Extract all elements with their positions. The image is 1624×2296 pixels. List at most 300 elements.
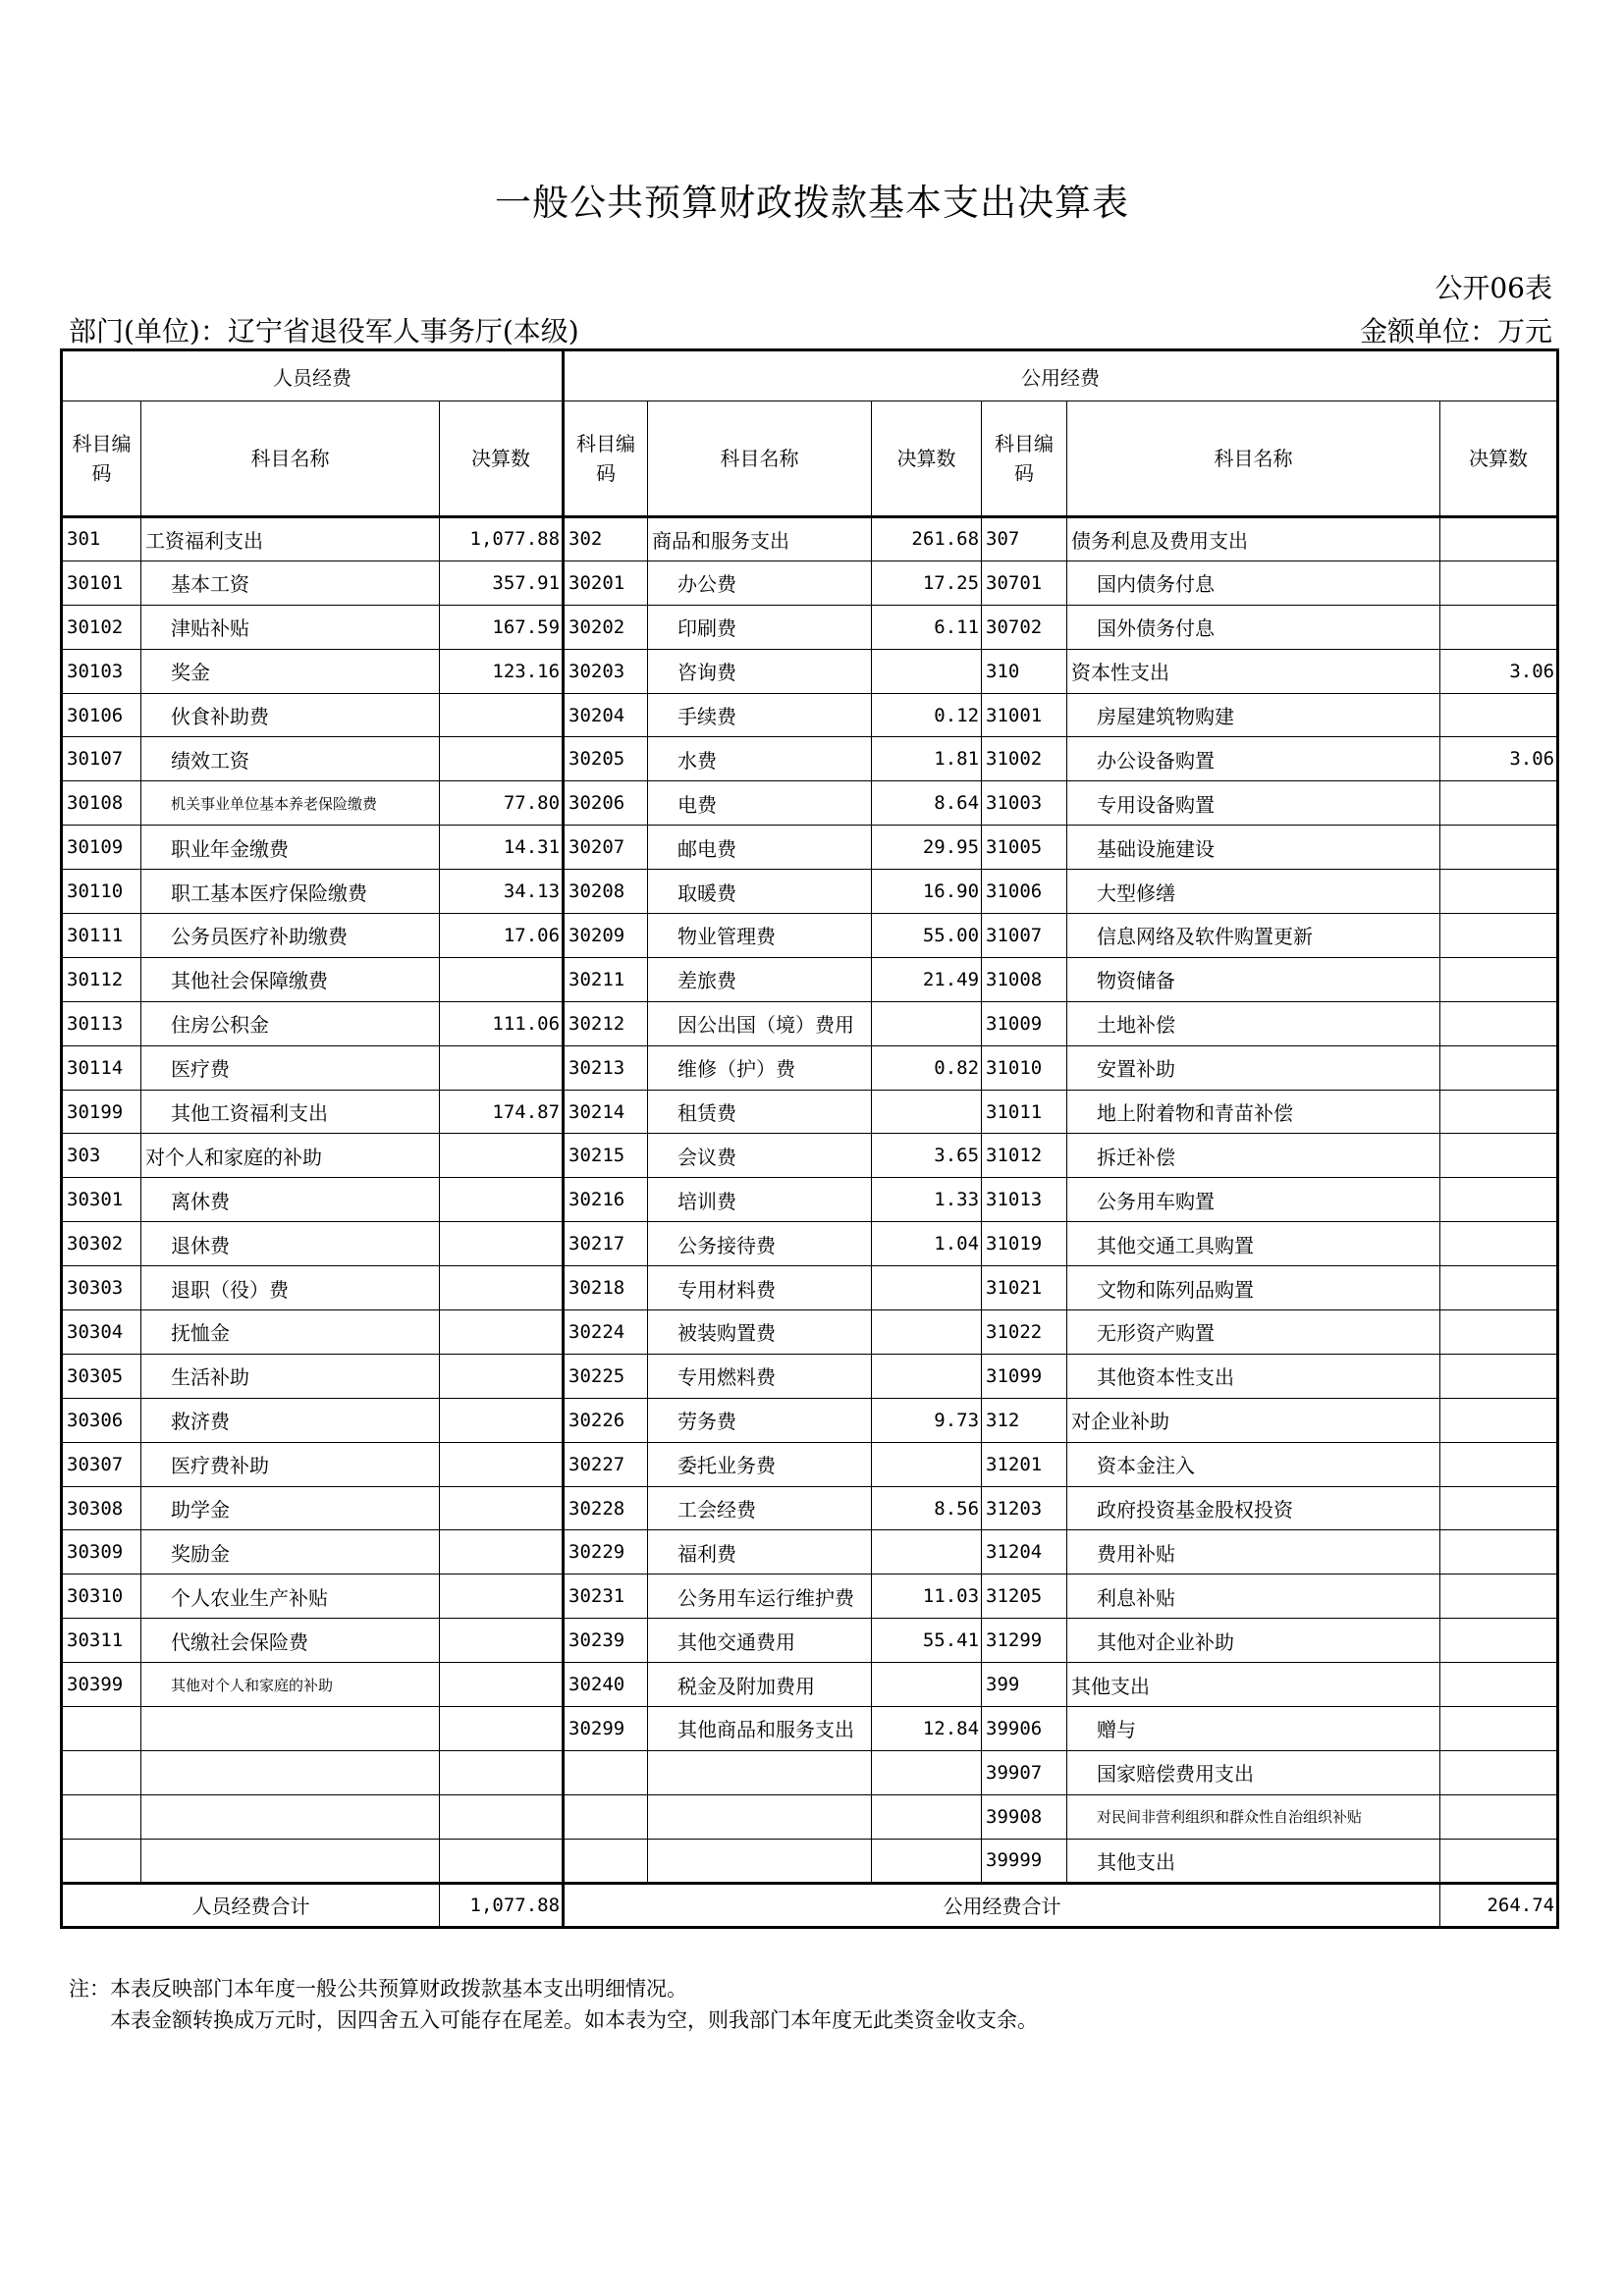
item-name: 无形资产购置 <box>1067 1310 1440 1355</box>
item-amount: 1.04 <box>872 1222 982 1266</box>
item-code: 30207 <box>564 826 648 870</box>
item-amount <box>1440 1354 1558 1398</box>
column-header-amount: 决算数 <box>440 401 564 517</box>
item-name: 国家赔偿费用支出 <box>1067 1750 1440 1794</box>
item-name: 物资储备 <box>1067 957 1440 1001</box>
item-code: 39908 <box>982 1794 1067 1839</box>
table-row <box>62 1442 1558 1486</box>
column-header-name: 科目名称 <box>648 401 872 517</box>
item-amount <box>440 1045 564 1090</box>
item-code: 30108 <box>62 781 141 826</box>
item-code: 30209 <box>564 914 648 958</box>
item-code: 307 <box>982 517 1067 561</box>
amount-unit-label: 金额单位：万元 <box>1359 315 1552 347</box>
item-code: 30224 <box>564 1310 648 1355</box>
item-name: 利息补贴 <box>1067 1575 1440 1619</box>
item-name: 国外债务付息 <box>1067 605 1440 649</box>
item-name: 手续费 <box>648 693 872 737</box>
item-name: 安置补助 <box>1067 1045 1440 1090</box>
item-code: 30302 <box>62 1222 141 1266</box>
item-amount <box>1440 1398 1558 1442</box>
item-name: 其他支出 <box>1067 1663 1440 1707</box>
table-row <box>62 1001 1558 1045</box>
item-name: 退休费 <box>141 1222 440 1266</box>
table-row <box>62 605 1558 649</box>
item-code: 31019 <box>982 1222 1067 1266</box>
item-name: 被装购置费 <box>648 1310 872 1355</box>
item-name: 差旅费 <box>648 957 872 1001</box>
item-amount: 1.81 <box>872 737 982 781</box>
item-code <box>564 1839 648 1883</box>
item-name: 离休费 <box>141 1178 440 1222</box>
item-amount <box>440 1530 564 1575</box>
item-amount <box>1440 1839 1558 1883</box>
item-code: 31003 <box>982 781 1067 826</box>
table-row <box>62 914 1558 958</box>
item-amount <box>440 1486 564 1530</box>
item-amount <box>872 1001 982 1045</box>
item-code: 30111 <box>62 914 141 958</box>
column-header-code: 科目编码 <box>62 401 141 517</box>
item-amount <box>872 1310 982 1355</box>
item-amount: 14.31 <box>440 826 564 870</box>
table-row <box>62 1794 1558 1839</box>
item-amount <box>440 1794 564 1839</box>
item-name: 拆迁补偿 <box>1067 1134 1440 1178</box>
item-code: 30229 <box>564 1530 648 1575</box>
item-amount <box>1440 1750 1558 1794</box>
item-code: 31012 <box>982 1134 1067 1178</box>
item-code: 30304 <box>62 1310 141 1355</box>
item-amount: 8.64 <box>872 781 982 826</box>
item-name: 会议费 <box>648 1134 872 1178</box>
item-name: 福利费 <box>648 1530 872 1575</box>
item-amount: 3.65 <box>872 1134 982 1178</box>
item-name: 对个人和家庭的补助 <box>141 1134 440 1178</box>
item-amount <box>872 649 982 693</box>
item-code: 312 <box>982 1398 1067 1442</box>
item-name: 其他对企业补助 <box>1067 1619 1440 1663</box>
personnel-total-value: 1,077.88 <box>440 1883 564 1927</box>
item-amount <box>1440 1134 1558 1178</box>
item-amount <box>872 1750 982 1794</box>
item-code: 30212 <box>564 1001 648 1045</box>
item-amount <box>1440 1619 1558 1663</box>
item-code: 30305 <box>62 1354 141 1398</box>
item-code: 30110 <box>62 870 141 914</box>
item-amount: 29.95 <box>872 826 982 870</box>
item-amount <box>440 1310 564 1355</box>
item-code: 30216 <box>564 1178 648 1222</box>
item-name: 其他资本性支出 <box>1067 1354 1440 1398</box>
item-name: 其他商品和服务支出 <box>648 1707 872 1751</box>
item-name: 工会经费 <box>648 1486 872 1530</box>
item-code: 39999 <box>982 1839 1067 1883</box>
item-amount: 111.06 <box>440 1001 564 1045</box>
item-amount: 17.06 <box>440 914 564 958</box>
item-amount: 8.56 <box>872 1486 982 1530</box>
item-amount: 3.06 <box>1440 649 1558 693</box>
item-amount <box>440 1134 564 1178</box>
item-code: 30217 <box>564 1222 648 1266</box>
item-code: 310 <box>982 649 1067 693</box>
item-code: 30112 <box>62 957 141 1001</box>
item-name <box>141 1707 440 1751</box>
item-name: 文物和陈列品购置 <box>1067 1266 1440 1310</box>
item-amount: 1.33 <box>872 1178 982 1222</box>
table-row <box>62 1045 1558 1090</box>
item-amount <box>1440 1266 1558 1310</box>
item-name: 资本金注入 <box>1067 1442 1440 1486</box>
item-amount: 55.41 <box>872 1619 982 1663</box>
item-name: 维修（护）费 <box>648 1045 872 1090</box>
item-amount: 0.82 <box>872 1045 982 1090</box>
item-code: 30307 <box>62 1442 141 1486</box>
item-name: 赠与 <box>1067 1707 1440 1751</box>
item-amount <box>872 1354 982 1398</box>
item-code <box>564 1794 648 1839</box>
item-name: 地上附着物和青苗补偿 <box>1067 1090 1440 1134</box>
table-row <box>62 1354 1558 1398</box>
item-name: 电费 <box>648 781 872 826</box>
item-code: 30303 <box>62 1266 141 1310</box>
item-name: 土地补偿 <box>1067 1001 1440 1045</box>
item-code: 30310 <box>62 1575 141 1619</box>
item-name: 培训费 <box>648 1178 872 1222</box>
item-code: 31204 <box>982 1530 1067 1575</box>
column-header-amount: 决算数 <box>1440 401 1558 517</box>
item-code: 301 <box>62 517 141 561</box>
item-code <box>62 1707 141 1751</box>
column-header-code: 科目编码 <box>982 401 1067 517</box>
item-name: 机关事业单位基本养老保险缴费 <box>141 781 440 826</box>
item-code: 30299 <box>564 1707 648 1751</box>
item-name: 房屋建筑物购建 <box>1067 693 1440 737</box>
item-code: 30211 <box>564 957 648 1001</box>
item-amount: 1,077.88 <box>440 517 564 561</box>
item-name: 奖金 <box>141 649 440 693</box>
item-code: 31006 <box>982 870 1067 914</box>
column-header-name: 科目名称 <box>141 401 440 517</box>
item-amount <box>1440 1442 1558 1486</box>
item-code: 30239 <box>564 1619 648 1663</box>
item-name: 工资福利支出 <box>141 517 440 561</box>
item-amount <box>1440 870 1558 914</box>
item-name: 职工基本医疗保险缴费 <box>141 870 440 914</box>
item-code: 31005 <box>982 826 1067 870</box>
item-name: 国内债务付息 <box>1067 561 1440 605</box>
item-code: 30311 <box>62 1619 141 1663</box>
item-code: 31011 <box>982 1090 1067 1134</box>
column-header-code: 科目编码 <box>564 401 648 517</box>
item-name <box>141 1839 440 1883</box>
item-amount: 261.68 <box>872 517 982 561</box>
public-total-value: 264.74 <box>1440 1883 1558 1927</box>
item-amount: 17.25 <box>872 561 982 605</box>
item-name: 劳务费 <box>648 1398 872 1442</box>
item-amount <box>440 1266 564 1310</box>
item-amount <box>1440 1707 1558 1751</box>
item-name: 水费 <box>648 737 872 781</box>
item-name: 办公费 <box>648 561 872 605</box>
item-amount <box>440 1619 564 1663</box>
item-name: 职业年金缴费 <box>141 826 440 870</box>
form-number: 公开06表 <box>1435 272 1552 304</box>
footnote-1: 注：本表反映部门本年度一般公共预算财政拨款基本支出明细情况。 <box>69 1977 687 2001</box>
item-code: 31201 <box>982 1442 1067 1486</box>
item-code: 30203 <box>564 649 648 693</box>
item-amount: 34.13 <box>440 870 564 914</box>
group-header-public: 公用经费 <box>564 350 1558 401</box>
item-code: 30109 <box>62 826 141 870</box>
item-code: 30240 <box>564 1663 648 1707</box>
item-code: 30301 <box>62 1178 141 1222</box>
item-name <box>648 1794 872 1839</box>
item-name: 对民间非营利组织和群众性自治组织补贴 <box>1067 1794 1440 1839</box>
item-name: 政府投资基金股权投资 <box>1067 1486 1440 1530</box>
item-amount <box>872 1442 982 1486</box>
item-amount <box>440 1222 564 1266</box>
item-amount <box>440 1575 564 1619</box>
personnel-total-label: 人员经费合计 <box>62 1883 440 1927</box>
page-title: 一般公共预算财政拨款基本支出决算表 <box>495 182 1129 224</box>
item-name: 助学金 <box>141 1486 440 1530</box>
item-name: 商品和服务支出 <box>648 517 872 561</box>
item-name: 医疗费补助 <box>141 1442 440 1486</box>
item-code: 30106 <box>62 693 141 737</box>
item-code: 30218 <box>564 1266 648 1310</box>
item-name: 住房公积金 <box>141 1001 440 1045</box>
item-code: 30201 <box>564 561 648 605</box>
item-code: 30214 <box>564 1090 648 1134</box>
item-amount <box>1440 517 1558 561</box>
item-name: 公务用车购置 <box>1067 1178 1440 1222</box>
item-amount <box>1440 1486 1558 1530</box>
table-row <box>62 781 1558 826</box>
column-header-amount: 决算数 <box>872 401 982 517</box>
item-amount <box>872 1839 982 1883</box>
item-amount: 9.73 <box>872 1398 982 1442</box>
item-code: 30306 <box>62 1398 141 1442</box>
item-amount <box>872 1266 982 1310</box>
item-code: 30228 <box>564 1486 648 1530</box>
item-amount: 55.00 <box>872 914 982 958</box>
item-name <box>648 1839 872 1883</box>
table-row <box>62 1310 1558 1355</box>
table-row <box>62 870 1558 914</box>
item-code: 31205 <box>982 1575 1067 1619</box>
item-code: 30101 <box>62 561 141 605</box>
item-amount <box>440 693 564 737</box>
item-amount <box>440 1707 564 1751</box>
item-name: 救济费 <box>141 1398 440 1442</box>
table-row <box>62 1178 1558 1222</box>
item-code <box>62 1839 141 1883</box>
item-code: 31010 <box>982 1045 1067 1090</box>
item-name: 费用补贴 <box>1067 1530 1440 1575</box>
item-name: 抚恤金 <box>141 1310 440 1355</box>
item-name: 税金及附加费用 <box>648 1663 872 1707</box>
item-amount: 174.87 <box>440 1090 564 1134</box>
item-code: 31001 <box>982 693 1067 737</box>
item-amount: 77.80 <box>440 781 564 826</box>
item-name: 印刷费 <box>648 605 872 649</box>
item-name: 其他交通工具购置 <box>1067 1222 1440 1266</box>
table-row <box>62 1575 1558 1619</box>
item-name: 办公设备购置 <box>1067 737 1440 781</box>
item-name: 租赁费 <box>648 1090 872 1134</box>
item-amount <box>1440 1575 1558 1619</box>
item-amount <box>440 957 564 1001</box>
item-amount: 357.91 <box>440 561 564 605</box>
item-amount <box>1440 1530 1558 1575</box>
footnotes <box>69 1973 1038 2036</box>
table-row <box>62 649 1558 693</box>
item-amount <box>1440 1178 1558 1222</box>
item-code: 30227 <box>564 1442 648 1486</box>
item-name: 基本工资 <box>141 561 440 605</box>
item-name: 退职（役）费 <box>141 1266 440 1310</box>
table-row <box>62 1266 1558 1310</box>
item-amount <box>1440 693 1558 737</box>
item-name: 奖励金 <box>141 1530 440 1575</box>
item-code: 30114 <box>62 1045 141 1090</box>
item-code <box>62 1750 141 1794</box>
item-name <box>648 1750 872 1794</box>
item-code: 30309 <box>62 1530 141 1575</box>
item-amount <box>440 737 564 781</box>
item-name: 取暖费 <box>648 870 872 914</box>
item-code: 399 <box>982 1663 1067 1707</box>
item-amount <box>1440 605 1558 649</box>
item-code <box>564 1750 648 1794</box>
item-amount: 167.59 <box>440 605 564 649</box>
item-name: 其他交通费用 <box>648 1619 872 1663</box>
item-name: 债务利息及费用支出 <box>1067 517 1440 561</box>
table-row <box>62 1839 1558 1883</box>
item-code: 30226 <box>564 1398 648 1442</box>
item-code: 30225 <box>564 1354 648 1398</box>
item-amount <box>1440 1794 1558 1839</box>
item-name: 咨询费 <box>648 649 872 693</box>
table-row <box>62 737 1558 781</box>
item-code: 303 <box>62 1134 141 1178</box>
item-code: 31007 <box>982 914 1067 958</box>
item-code <box>62 1794 141 1839</box>
item-amount <box>1440 1663 1558 1707</box>
item-name: 资本性支出 <box>1067 649 1440 693</box>
item-code: 30202 <box>564 605 648 649</box>
item-amount <box>440 1663 564 1707</box>
item-code: 31299 <box>982 1619 1067 1663</box>
item-amount <box>872 1530 982 1575</box>
item-name: 信息网络及软件购置更新 <box>1067 914 1440 958</box>
item-amount <box>1440 1045 1558 1090</box>
item-name: 其他工资福利支出 <box>141 1090 440 1134</box>
item-code: 302 <box>564 517 648 561</box>
expenditure-table <box>60 348 1559 1929</box>
item-name: 医疗费 <box>141 1045 440 1090</box>
table-row <box>62 957 1558 1001</box>
item-amount <box>1440 1001 1558 1045</box>
item-code: 31022 <box>982 1310 1067 1355</box>
item-code: 31009 <box>982 1001 1067 1045</box>
item-code: 30103 <box>62 649 141 693</box>
table-row <box>62 1663 1558 1707</box>
item-amount <box>440 1178 564 1222</box>
item-amount <box>1440 914 1558 958</box>
item-amount <box>1440 957 1558 1001</box>
item-amount <box>1440 1090 1558 1134</box>
item-amount <box>440 1839 564 1883</box>
item-amount <box>1440 561 1558 605</box>
group-header-personnel: 人员经费 <box>62 350 564 401</box>
item-name: 专用材料费 <box>648 1266 872 1310</box>
item-amount: 0.12 <box>872 693 982 737</box>
item-name: 基础设施建设 <box>1067 826 1440 870</box>
item-name: 专用设备购置 <box>1067 781 1440 826</box>
item-code: 30213 <box>564 1045 648 1090</box>
table-body <box>62 517 1558 1884</box>
item-amount <box>440 1442 564 1486</box>
item-amount <box>1440 1310 1558 1355</box>
table-row <box>62 826 1558 870</box>
item-name: 专用燃料费 <box>648 1354 872 1398</box>
table-row <box>62 1090 1558 1134</box>
item-amount <box>872 1794 982 1839</box>
item-name: 公务用车运行维护费 <box>648 1575 872 1619</box>
item-name <box>141 1794 440 1839</box>
item-amount: 12.84 <box>872 1707 982 1751</box>
item-code: 30204 <box>564 693 648 737</box>
item-code: 31013 <box>982 1178 1067 1222</box>
item-code: 30399 <box>62 1663 141 1707</box>
table-row <box>62 1398 1558 1442</box>
item-amount <box>1440 826 1558 870</box>
table-row <box>62 1750 1558 1794</box>
item-code: 30231 <box>564 1575 648 1619</box>
footnote-2: 本表金额转换成万元时，因四舍五入可能存在尾差。如本表为空，则我部门本年度无此类资金收支余。 <box>110 2008 1038 2032</box>
item-name: 大型修缮 <box>1067 870 1440 914</box>
table-row <box>62 561 1558 605</box>
table-row <box>62 1619 1558 1663</box>
item-code: 30215 <box>564 1134 648 1178</box>
item-amount: 11.03 <box>872 1575 982 1619</box>
item-code: 30701 <box>982 561 1067 605</box>
item-amount <box>440 1398 564 1442</box>
item-code: 30205 <box>564 737 648 781</box>
table-row <box>62 517 1558 561</box>
item-name: 物业管理费 <box>648 914 872 958</box>
item-code: 30308 <box>62 1486 141 1530</box>
item-amount: 21.49 <box>872 957 982 1001</box>
item-code: 39907 <box>982 1750 1067 1794</box>
item-amount: 123.16 <box>440 649 564 693</box>
item-code: 30113 <box>62 1001 141 1045</box>
item-code: 30208 <box>564 870 648 914</box>
item-name: 邮电费 <box>648 826 872 870</box>
item-amount <box>440 1750 564 1794</box>
item-code: 30206 <box>564 781 648 826</box>
item-code: 30702 <box>982 605 1067 649</box>
item-name: 其他社会保障缴费 <box>141 957 440 1001</box>
department-label: 部门(单位)：辽宁省退役军人事务厅(本级) <box>69 315 579 347</box>
item-amount: 6.11 <box>872 605 982 649</box>
item-code: 31008 <box>982 957 1067 1001</box>
item-code: 30199 <box>62 1090 141 1134</box>
item-name: 其他对个人和家庭的补助 <box>141 1663 440 1707</box>
item-code: 31099 <box>982 1354 1067 1398</box>
